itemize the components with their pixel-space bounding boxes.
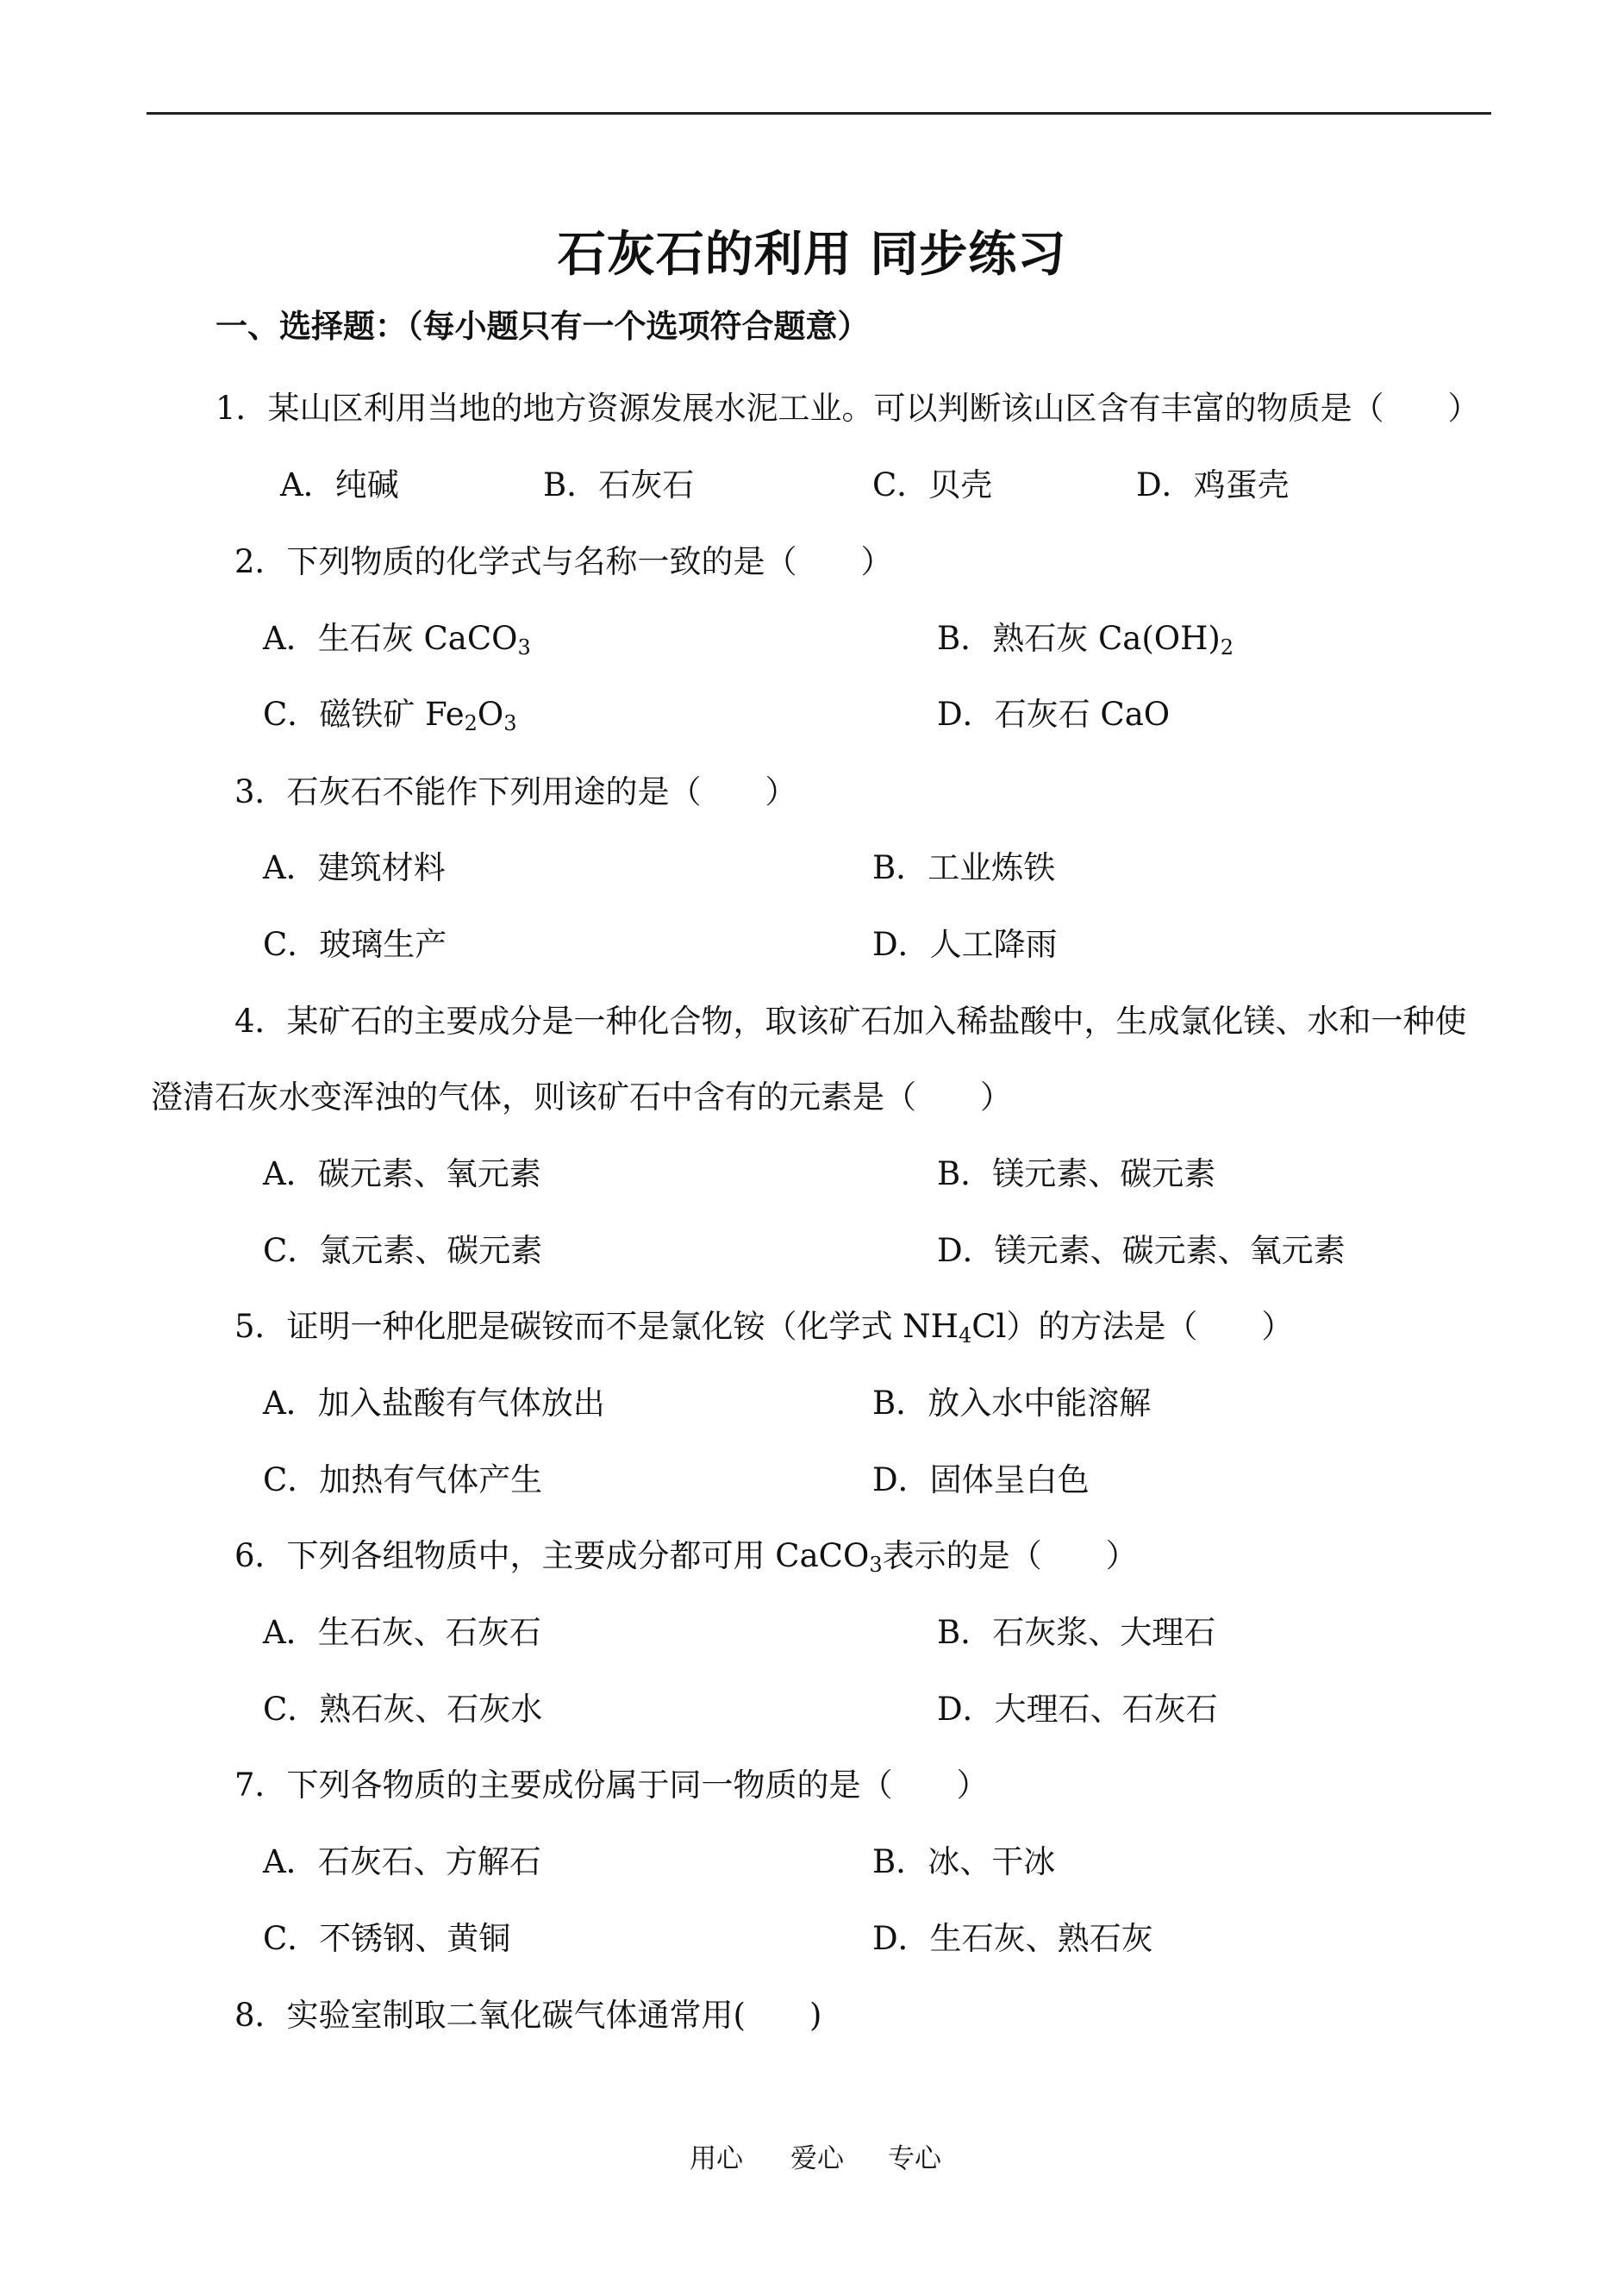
question-6-text: 6．下列各组物质中，主要成分都可用 CaCO$_3$表示的是（ ）: [234, 1537, 1138, 1577]
question-2-option-a: A．生石灰 CaCO$_3$: [263, 620, 531, 660]
page-title: 石灰石的利用 同步练习: [557, 226, 1067, 283]
question-2-text: 2．下列物质的化学式与名称一致的是（ ）: [234, 543, 893, 580]
footer-word-3: 专心: [888, 2143, 941, 2174]
header-rule: [147, 112, 1491, 115]
section-heading: 一、选择题：（每小题只有一个选项符合题意）: [215, 307, 870, 345]
question-5-option-c: C．加热有气体产生: [263, 1461, 543, 1498]
question-4-option-a: A．碳元素、氧元素: [263, 1155, 541, 1192]
question-3-option-c: C．玻璃生产: [263, 926, 447, 963]
question-1-option-a: A．纯碱: [280, 466, 399, 503]
question-7-option-b: B．冰、干冰: [872, 1843, 1056, 1880]
question-7-option-c: C．不锈钢、黄铜: [263, 1920, 511, 1957]
question-5-option-b: B．放入水中能溶解: [872, 1385, 1152, 1422]
question-6-option-b: B．石灰浆、大理石: [937, 1614, 1216, 1651]
question-4-text-line2: 澄清石灰水变浑浊的气体，则该矿石中含有的元素是（ ）: [151, 1079, 1012, 1116]
question-6-option-a: A．生石灰、石灰石: [263, 1614, 541, 1651]
question-3-text: 3．石灰石不能作下列用途的是（ ）: [234, 773, 797, 810]
question-5-option-d: D．固体呈白色: [872, 1461, 1090, 1498]
question-1-option-b: B．石灰石: [543, 466, 695, 503]
question-7-text: 7．下列各物质的主要成份属于同一物质的是（ ）: [234, 1767, 989, 1804]
question-1-option-c: C．贝壳: [872, 466, 993, 503]
question-3-option-d: D．人工降雨: [872, 926, 1058, 963]
question-2-option-b: B．熟石灰 $Ca(OH)_2$: [937, 620, 1234, 660]
question-3-option-a: A．建筑材料: [263, 849, 446, 886]
question-2-option-c: C．磁铁矿 $Fe_2O_3$: [263, 696, 517, 735]
question-1-option-d: D．鸡蛋壳: [1136, 466, 1290, 503]
footer-word-2: 爱心: [790, 2143, 844, 2174]
question-7-option-d: D．生石灰、熟石灰: [872, 1920, 1153, 1957]
question-2-option-d: D．石灰石 CaO: [937, 696, 1171, 733]
question-4-option-c: C．氯元素、碳元素: [263, 1232, 543, 1269]
question-6-option-c: C．熟石灰、石灰水: [263, 1691, 543, 1728]
question-3-option-b: B．工业炼铁: [872, 849, 1056, 886]
question-8-text: 8．实验室制取二氧化碳气体通常用( ): [234, 1997, 822, 2034]
question-1-text: 1．某山区利用当地的地方资源发展水泥工业。可以判断该山区含有丰富的物质是（ ）: [215, 390, 1480, 427]
question-7-option-a: A．石灰石、方解石: [263, 1843, 541, 1880]
footer-word-1: 用心: [690, 2143, 743, 2174]
question-4-option-b: B．镁元素、碳元素: [937, 1155, 1216, 1192]
question-5-text: 5．证明一种化肥是碳铵而不是氯化铵（化学式 $NH_4Cl$）的方法是（ ）: [234, 1308, 1294, 1348]
question-6-option-d: D．大理石、石灰石: [937, 1691, 1218, 1728]
question-4-text-line1: 4．某矿石的主要成分是一种化合物，取该矿石加入稀盐酸中，生成氯化镁、水和一种使: [234, 1003, 1467, 1040]
question-4-option-d: D．镁元素、碳元素、氧元素: [937, 1232, 1346, 1269]
question-5-option-a: A．加入盐酸有气体放出: [263, 1385, 605, 1422]
